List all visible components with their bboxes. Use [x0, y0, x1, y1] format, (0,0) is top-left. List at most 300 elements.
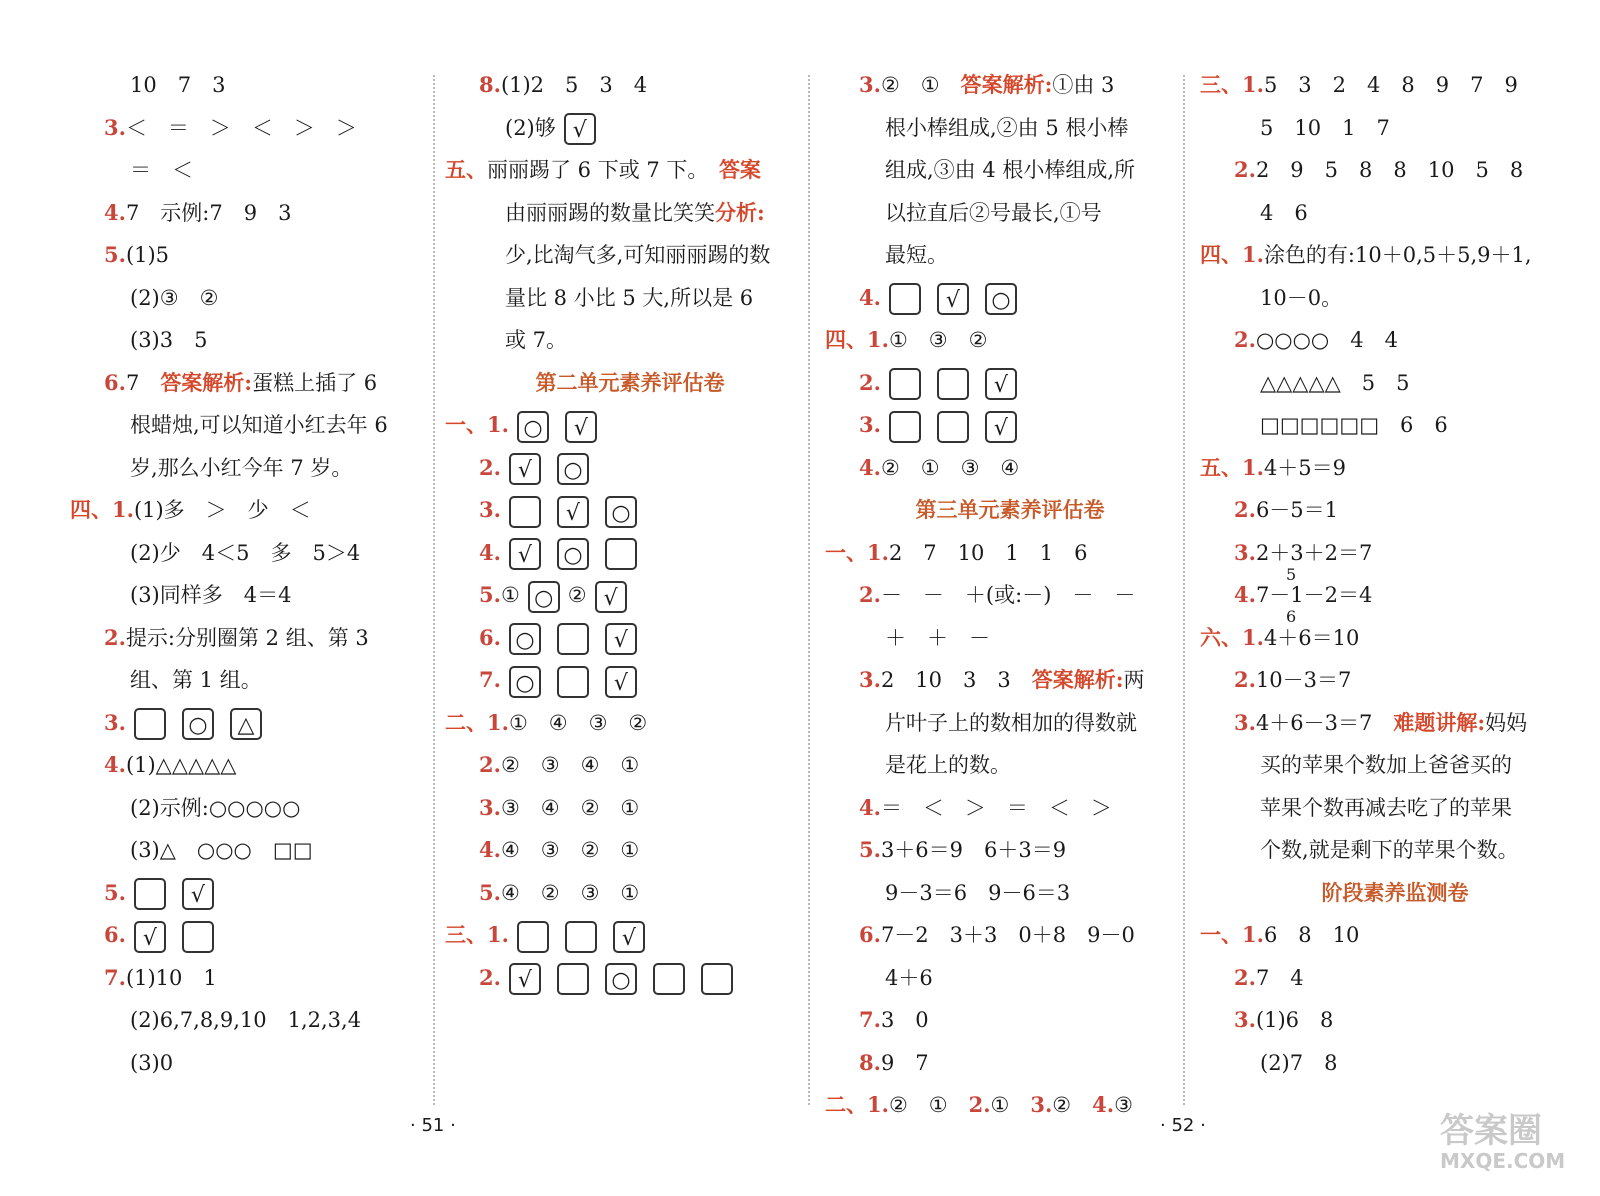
- answer-text: (1)10 1: [125, 965, 217, 990]
- item-number: 6.: [859, 922, 881, 947]
- answer-line: [1260, 410, 1448, 440]
- answer-line: [1234, 580, 1373, 626]
- answer-line: [859, 70, 1114, 100]
- answer-line: [859, 283, 1025, 313]
- answer-line: [859, 453, 1019, 483]
- answer-line: [104, 750, 236, 780]
- item-number: 8.: [479, 72, 501, 97]
- answer-line: [505, 240, 770, 270]
- answer-text: (2)6,7,8,9,10 1,2,3,4: [130, 1008, 362, 1032]
- answer-text: ①: [990, 1093, 1031, 1117]
- item-number: 3.: [1234, 539, 1256, 565]
- answer-line: [479, 750, 639, 780]
- answer-box: [517, 921, 549, 953]
- answer-box: [134, 708, 166, 740]
- item-number: 3.: [479, 497, 501, 522]
- answer-line: [130, 538, 360, 568]
- answer-line: [885, 878, 1070, 908]
- section-marker: 五、: [1200, 454, 1242, 480]
- answer-box: ○: [509, 623, 541, 655]
- answer-text: ②: [567, 583, 587, 607]
- answer-box: [565, 921, 597, 953]
- answer-text: 4＋6－3＝7: [1255, 710, 1394, 735]
- answer-box: ○: [605, 963, 637, 995]
- item-number: 2.: [1234, 667, 1256, 692]
- answer-box: [653, 963, 685, 995]
- answer-line: [505, 113, 604, 143]
- answer-text: 根蜡烛,可以知道小红去年 6: [130, 413, 388, 437]
- section-title-text: 阶段素养监测卷: [1321, 879, 1469, 905]
- answer-text: 蛋糕上插了 6: [252, 370, 378, 395]
- answer-line: [130, 665, 262, 695]
- answer-text: － － ＋(或:－) － －: [880, 583, 1136, 607]
- answer-text: 组成,③由 4 根小棒组成,所: [885, 158, 1136, 182]
- item-number: 2.: [104, 624, 126, 650]
- item-number: 7.: [104, 964, 126, 990]
- answer-line: [885, 113, 1128, 143]
- item-number: 2.: [1234, 157, 1256, 182]
- item-number: 3.: [859, 667, 881, 692]
- item-number: 7.: [479, 667, 501, 692]
- answer-text: 由丽丽踢的数量比笑笑: [505, 200, 715, 225]
- answer-text: ② ③ ④ ①: [500, 753, 640, 777]
- item-number: 2.: [1234, 327, 1256, 352]
- answer-text: ②: [888, 1093, 929, 1117]
- section-title-text: 第三单元素养评估卷: [915, 497, 1105, 522]
- answer-line: [1234, 665, 1351, 695]
- answer-line: [885, 623, 990, 653]
- answer-line: [479, 963, 741, 993]
- item-number: 4.: [859, 794, 881, 820]
- answer-line: [479, 623, 645, 653]
- answer-box: [557, 963, 589, 995]
- analysis-label: 难题讲解:: [1393, 709, 1486, 735]
- section-marker: 一、: [1200, 922, 1242, 947]
- answer-text: ○○○○ 4 4: [1255, 328, 1398, 352]
- answer-box: √: [605, 623, 637, 655]
- item-number: 7.: [859, 1007, 881, 1032]
- answer-line: [885, 155, 1135, 185]
- item-number: 6.: [104, 369, 126, 395]
- answer-line: [130, 325, 207, 355]
- answer-text: 少,比淘气多,可知丽丽踢的数: [505, 243, 771, 267]
- answer-box: √: [605, 666, 637, 698]
- answer-text: 两: [1123, 668, 1145, 692]
- answer-line: [104, 113, 357, 143]
- section-marker: 四、: [825, 327, 867, 352]
- item-number: 6.: [104, 922, 126, 947]
- answer-text: 4 6: [1260, 200, 1308, 225]
- answer-line: [104, 240, 169, 270]
- item-number: 5.: [859, 837, 881, 862]
- section-marker: 三、: [1200, 72, 1242, 97]
- answer-text: (1)5: [125, 243, 170, 267]
- item-number: 1.: [867, 539, 889, 565]
- item-number: 5.: [479, 879, 501, 905]
- item-number: 4.: [1234, 582, 1256, 607]
- answer-box: [889, 368, 921, 400]
- answer-line: [505, 198, 765, 228]
- answer-text: 2 7 10 1 1 6: [888, 540, 1088, 565]
- answer-line: [859, 368, 1025, 398]
- answer-box: √: [182, 878, 214, 910]
- answer-box: ○: [182, 708, 214, 740]
- watermark-url: MXQE.COM: [1440, 1149, 1566, 1173]
- item-number: 4.: [104, 199, 126, 225]
- answer-line: [130, 283, 218, 313]
- answer-line: [859, 580, 1135, 610]
- answer-line: [479, 580, 635, 610]
- section-title-text: 第二单元素养评估卷: [535, 369, 725, 395]
- answer-line: [445, 410, 605, 440]
- answer-box: √: [565, 411, 597, 443]
- answer-box: ○: [528, 581, 560, 613]
- answer-box: [557, 623, 589, 655]
- answer-box: [134, 878, 166, 910]
- answer-box: [182, 921, 214, 953]
- answer-box: √: [985, 411, 1017, 443]
- answer-text: 6 8 10: [1263, 923, 1360, 947]
- sub-result: 5: [1286, 564, 1297, 584]
- answer-text: 涂色的有:10＋0,5＋5,9＋1,: [1263, 243, 1532, 267]
- answer-box: [889, 283, 921, 315]
- answer-box: √: [564, 113, 596, 145]
- answer-text: 是花上的数。: [885, 753, 1011, 777]
- answer-text: ①: [500, 583, 520, 607]
- answer-line: [130, 793, 300, 823]
- answer-line: [859, 410, 1025, 440]
- answer-line: [104, 623, 369, 653]
- answer-line: [130, 70, 225, 100]
- answer-text: ① ③ ②: [888, 328, 988, 352]
- section-title: [1200, 878, 1590, 908]
- item-number: 4.: [859, 284, 881, 310]
- answer-line: [1234, 155, 1523, 185]
- item-number: 1.: [867, 1092, 889, 1117]
- item-number: 4.: [104, 752, 126, 777]
- answer-text: (3)△ ○○○ □□: [130, 838, 313, 862]
- answer-box: √: [595, 581, 627, 613]
- answer-text: 4＋5＝9: [1263, 455, 1347, 480]
- item-number: 5.: [104, 879, 126, 905]
- answer-box: ○: [985, 283, 1017, 315]
- answer-line: [859, 665, 1145, 695]
- watermark-logo: [1440, 1104, 1580, 1174]
- answer-text: 妈妈: [1485, 710, 1528, 735]
- answer-text: 最短。: [885, 243, 948, 267]
- item-number: 1.: [867, 327, 889, 352]
- answer-text: 或 7。: [505, 328, 568, 352]
- answer-box: [937, 411, 969, 443]
- answer-text: 5 3 2 4 8 9 7 9: [1263, 73, 1518, 97]
- analysis-label: 分析:: [715, 199, 765, 225]
- answer-line: [479, 453, 597, 483]
- answer-line: [130, 1005, 361, 1035]
- answer-line: [825, 1090, 1133, 1120]
- answer-text: 5 10 1 7: [1260, 115, 1390, 140]
- answer-line: [1200, 70, 1518, 100]
- item-number: 2.: [479, 454, 501, 480]
- answer-line: [1234, 495, 1338, 525]
- answer-text: ＋ ＋ －: [885, 625, 990, 650]
- item-number: 2.: [1234, 497, 1256, 522]
- section-title: [445, 368, 815, 398]
- item-number: 1.: [1242, 922, 1264, 947]
- answer-line: [130, 1048, 173, 1078]
- answer-line: [1260, 368, 1409, 398]
- section-marker: 一、: [445, 412, 487, 437]
- answer-line: [1234, 538, 1373, 584]
- answer-text: 9 7: [880, 1050, 929, 1075]
- answer-line: [479, 495, 645, 525]
- answer-box: [937, 368, 969, 400]
- answer-line: [479, 793, 639, 823]
- answer-text: 4＋6＝10: [1263, 625, 1360, 650]
- answer-line: [1260, 1048, 1337, 1078]
- section-marker: 二、: [825, 1092, 867, 1117]
- item-number: 4.: [479, 539, 501, 565]
- answer-text: □□□□□□ 6 6: [1260, 413, 1448, 437]
- column-divider: [433, 75, 435, 1105]
- answer-line: [1260, 113, 1390, 143]
- answer-line: [1200, 453, 1346, 483]
- item-number: 1.: [1242, 624, 1264, 650]
- item-number: 1.: [112, 497, 134, 522]
- item-number: 6.: [479, 624, 501, 650]
- answer-text: 苹果个数再减去吃了的苹果: [1260, 795, 1512, 820]
- section-marker: 一、: [825, 539, 867, 565]
- answer-line: [479, 70, 647, 100]
- answer-text: (1)多 ＞ 少 ＜: [133, 498, 311, 522]
- page-number-left: · 51 ·: [410, 1115, 456, 1136]
- item-number: 2.: [1234, 964, 1256, 990]
- answer-line: [104, 963, 217, 993]
- answer-text: ②: [1052, 1093, 1093, 1117]
- answer-box: √: [937, 283, 969, 315]
- answer-text: (1)2 5 3 4: [500, 73, 648, 97]
- answer-box: √: [134, 921, 166, 953]
- answer-line: [104, 708, 270, 738]
- item-number: 1.: [1242, 454, 1264, 480]
- answer-text: 10－0。: [1260, 285, 1343, 310]
- section-marker: 四、: [70, 497, 112, 522]
- answer-text: 根小棒组成,②由 5 根小棒: [885, 115, 1129, 140]
- answer-text: 10－3＝7: [1255, 668, 1352, 692]
- answer-line: [1234, 708, 1527, 738]
- item-number: 3.: [1030, 1092, 1053, 1117]
- answer-line: [479, 878, 639, 908]
- answer-text: 3 0: [880, 1008, 929, 1032]
- answer-line: [445, 920, 653, 950]
- item-number: 5.: [479, 582, 501, 607]
- answer-box: △: [230, 708, 262, 740]
- answer-line: [825, 325, 987, 355]
- answer-text: ② ①: [880, 73, 961, 97]
- section-marker: 二、: [445, 709, 487, 735]
- answer-text: 量比 8 小比 5 大,所以是 6: [505, 285, 754, 310]
- answer-text: ③ ④ ② ①: [500, 795, 640, 820]
- answer-line: [505, 325, 567, 355]
- answer-text: 7－1－2＝4: [1255, 583, 1373, 607]
- item-number: 2.: [479, 752, 501, 777]
- answer-line: [1200, 623, 1359, 653]
- answer-box: ○: [517, 411, 549, 443]
- answer-line: [130, 835, 313, 865]
- answer-box: [889, 411, 921, 443]
- answer-text: 2 9 5 8 8 10 5 8: [1255, 158, 1524, 182]
- sub-result: 6: [1286, 607, 1297, 626]
- item-number: 3.: [1234, 709, 1256, 735]
- item-number: 1.: [1242, 72, 1264, 97]
- item-number: 4.: [1092, 1092, 1115, 1117]
- item-number: 3.: [479, 794, 501, 820]
- answer-line: [130, 580, 291, 610]
- answer-line: [1234, 963, 1304, 993]
- item-number: 8.: [859, 1049, 881, 1075]
- answer-line: [885, 198, 1102, 228]
- column-divider: [1183, 75, 1185, 1105]
- answer-box: ○: [509, 666, 541, 698]
- answer-line: [479, 538, 645, 568]
- answer-text: ①由 3: [1052, 73, 1115, 97]
- answer-text: 6－5＝1: [1255, 498, 1339, 522]
- answer-text: (3)3 5: [130, 328, 208, 352]
- item-number: 3.: [1234, 1007, 1256, 1032]
- answer-text: ① ④ ③ ②: [508, 710, 648, 735]
- answer-line: [859, 1048, 929, 1078]
- answer-text: ＜ ＝ ＞ ＜ ＞ ＞: [125, 115, 357, 140]
- answer-line: [1260, 283, 1342, 313]
- answer-line: [859, 793, 1112, 823]
- answer-line: [505, 283, 753, 313]
- answer-line: [130, 453, 352, 483]
- answer-box: √: [985, 368, 1017, 400]
- answer-text: 9－3＝6 9－6＝3: [885, 880, 1071, 905]
- section-marker: 六、: [1200, 624, 1242, 650]
- answer-line: [445, 708, 647, 738]
- answer-text: 2＋3＋2＝7: [1255, 540, 1373, 565]
- answer-text: 7－2 3＋3 0＋8 9－0: [880, 923, 1135, 947]
- answer-line: [1260, 198, 1308, 228]
- answer-line: [885, 708, 1137, 738]
- answer-box: √: [509, 963, 541, 995]
- answer-text: 3＋6＝9 6＋3＝9: [880, 838, 1067, 862]
- answer-text: 买的苹果个数加上爸爸买的: [1260, 753, 1512, 777]
- answer-line: [130, 410, 388, 440]
- answer-text: 丽丽踢了 6 下或 7 下。: [487, 158, 719, 182]
- answer-text: (2)示例:○○○○○: [130, 795, 301, 820]
- section-marker: 五、: [445, 157, 487, 182]
- item-number: 3.: [859, 412, 881, 437]
- answer-line: [104, 878, 222, 908]
- answer-text: 岁,那么小红今年 7 岁。: [130, 455, 353, 480]
- answer-text: 片叶子上的数相加的得数就: [885, 710, 1137, 735]
- answer-line: [1260, 793, 1512, 823]
- analysis-label: 答案解析:: [1031, 667, 1124, 692]
- answer-box: √: [509, 453, 541, 485]
- answer-line: [130, 155, 193, 185]
- answer-text: (1)6 8: [1255, 1008, 1334, 1032]
- answer-text: (3)同样多 4＝4: [130, 583, 292, 607]
- answer-line: [70, 495, 311, 525]
- item-number: 3.: [104, 709, 126, 735]
- answer-box: [509, 496, 541, 528]
- answer-line: [885, 240, 948, 270]
- answer-text: 个数,就是剩下的苹果个数。: [1260, 838, 1519, 862]
- answer-text: 10 7 3: [130, 73, 226, 97]
- item-number: 2.: [859, 582, 881, 607]
- answer-line: [1200, 240, 1532, 270]
- answer-text: 组、第 1 组。: [130, 668, 262, 692]
- item-number: 3.: [104, 114, 126, 140]
- answer-line: [1234, 325, 1398, 355]
- answer-text: (2)7 8: [1260, 1050, 1338, 1075]
- answer-line: [1260, 835, 1519, 865]
- answer-line: [104, 920, 222, 950]
- answer-text: (3)0: [130, 1050, 174, 1075]
- answer-box: [557, 666, 589, 698]
- item-number: 2.: [479, 964, 501, 990]
- section-title: [825, 495, 1195, 525]
- answer-line: [859, 1005, 929, 1035]
- answer-line: [859, 920, 1135, 950]
- answer-text: ③: [1114, 1093, 1133, 1117]
- answer-line: [479, 835, 639, 865]
- answer-box: ○: [557, 453, 589, 485]
- answer-text: (2)③ ②: [130, 285, 219, 310]
- section-marker: 三、: [445, 922, 487, 947]
- page-number-right: · 52 ·: [1160, 1115, 1206, 1136]
- analysis-label: 答案: [718, 157, 761, 182]
- answer-text: 以拉直后②号最长,①号: [885, 200, 1102, 225]
- item-number: 1.: [1242, 242, 1264, 267]
- answer-text: ＝ ＜ ＞ ＝ ＜ ＞: [880, 795, 1112, 820]
- answer-text: (2)够: [505, 115, 556, 140]
- answer-line: [885, 963, 933, 993]
- item-number: 4.: [479, 837, 501, 862]
- answer-line: [479, 665, 645, 695]
- answer-box: ○: [557, 538, 589, 570]
- column-divider: [808, 75, 810, 1105]
- analysis-label: 答案解析:: [960, 72, 1053, 97]
- answer-line: [885, 750, 1011, 780]
- answer-box: √: [557, 496, 589, 528]
- answer-text: 4＋6: [885, 965, 933, 990]
- analysis-label: 答案解析:: [160, 369, 253, 395]
- answer-text: ＝ ＜: [130, 158, 193, 182]
- item-number: 2.: [859, 369, 881, 395]
- answer-line: [825, 538, 1087, 568]
- item-number: 3.: [859, 72, 881, 97]
- item-number: 2.: [968, 1092, 991, 1117]
- answer-text: 7 4: [1255, 965, 1304, 990]
- answer-text: 2 10 3 3: [880, 668, 1032, 692]
- answer-box: ○: [605, 496, 637, 528]
- answer-line: [104, 368, 377, 398]
- answer-line: [1234, 1005, 1333, 1035]
- answer-line: [445, 155, 761, 185]
- answer-text: 7: [125, 370, 161, 395]
- answer-text: 提示:分别圈第 2 组、第 3: [125, 625, 369, 650]
- item-number: 4.: [859, 454, 881, 480]
- item-number: 1.: [487, 412, 509, 437]
- answer-line: [1260, 750, 1512, 780]
- answer-text: 7 示例:7 9 3: [125, 200, 292, 225]
- item-number: 1.: [487, 922, 509, 947]
- answer-text: ④ ② ③ ①: [500, 880, 640, 905]
- answer-text: ④ ③ ② ①: [500, 838, 640, 862]
- answer-line: [104, 198, 291, 228]
